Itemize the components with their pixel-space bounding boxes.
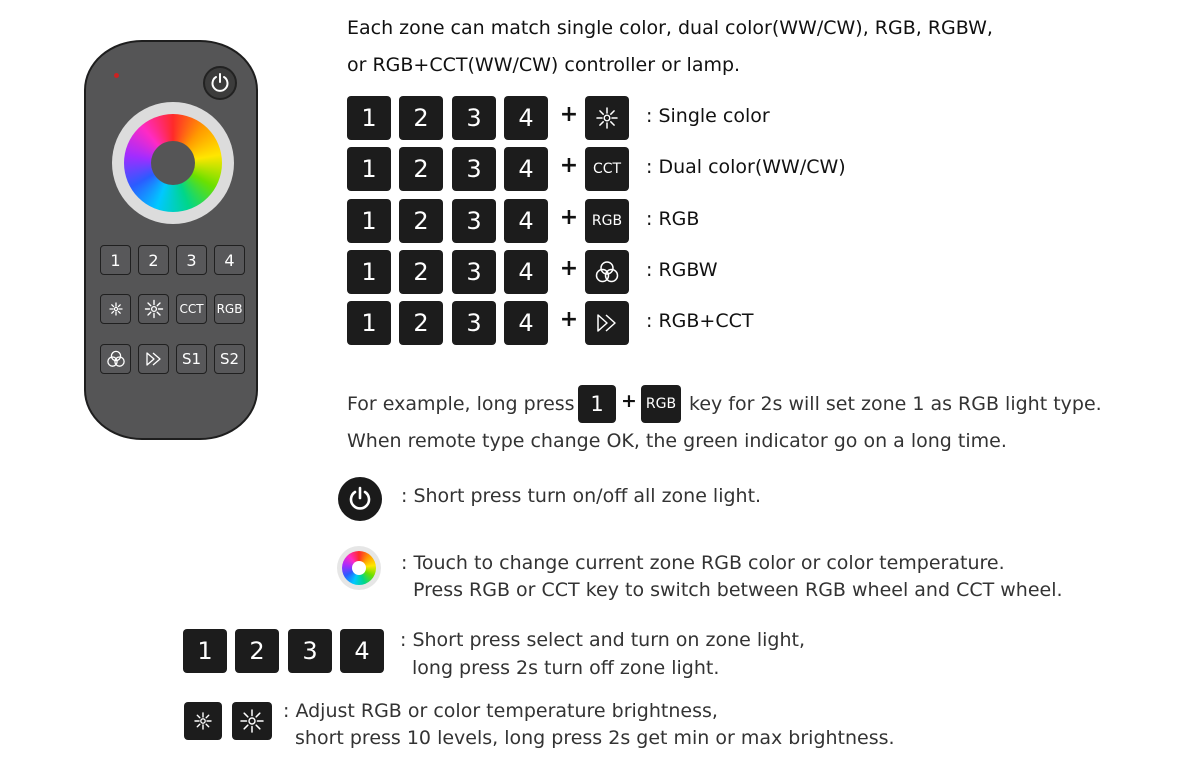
remote-cct-button[interactable]: CCT (176, 294, 207, 324)
double-play-icon (595, 312, 619, 334)
mode-row-3-rgb-key: RGB (585, 199, 629, 243)
power-icon (209, 72, 231, 94)
mode-row-3-zone-key-1: 1 (347, 199, 391, 243)
mode-row-5-zone-key-4: 4 (504, 301, 548, 345)
mode-row-3-zone-key-2: 2 (399, 199, 443, 243)
remote-rgbw-button[interactable] (100, 344, 131, 374)
zone-key-4: 4 (340, 629, 384, 673)
mode-row-5-double-play-key (585, 301, 629, 345)
intro-line-2: or RGB+CCT(WW/CW) controller or lamp. (347, 54, 741, 76)
mode-row-2-zone-key-1: 1 (347, 147, 391, 191)
mode-row-2-description: : Dual color(WW/CW) (646, 156, 846, 178)
remote-s1-button[interactable] (176, 344, 207, 374)
example-suffix: key for 2s will set zone 1 as RGB light type. (689, 393, 1102, 415)
s1-label: S1 (181, 350, 202, 368)
mode-row-2-zone-key-4: 4 (504, 147, 548, 191)
mode-row-1-zone-key-4: 4 (504, 96, 548, 140)
brightness-up-key (232, 702, 272, 740)
sun-icon (595, 106, 619, 130)
power-button-illustration (338, 477, 382, 521)
power-description: : Short press turn on/off all zone light. (401, 485, 762, 507)
mode-row-1-description: : Single color (646, 105, 770, 127)
mode-row-5-plus: + (559, 307, 579, 332)
remote-color-wheel[interactable] (112, 102, 234, 224)
three-circles-icon (594, 260, 620, 284)
color-wheel-illustration (337, 546, 381, 590)
brightness-description-1: : Adjust RGB or color temperature brightness, (283, 700, 718, 722)
remote-zone-4-button[interactable]: 4 (214, 245, 245, 275)
wheel-description-1: : Touch to change current zone RGB color or color temperature. (401, 552, 1005, 574)
mode-row-3-plus: + (559, 205, 579, 230)
mode-row-2-zone-key-3: 3 (452, 147, 496, 191)
remote-zone-3-button[interactable]: 3 (176, 245, 207, 275)
intro-line-1: Each zone can match single color, dual color(WW/CW), RGB, RGBW, (347, 17, 993, 39)
mode-row-2-plus: + (559, 153, 579, 178)
mode-row-4-description: : RGBW (646, 259, 718, 281)
mode-row-5-zone-key-1: 1 (347, 301, 391, 345)
sun-large-icon (144, 299, 164, 319)
mode-row-4-zone-key-4: 4 (504, 250, 548, 294)
mode-row-1-plus: + (559, 102, 579, 127)
remote-power-button[interactable] (203, 66, 237, 100)
mode-row-4-zone-key-3: 3 (452, 250, 496, 294)
mode-row-5-zone-key-3: 3 (452, 301, 496, 345)
mode-row-5-description: : RGB+CCT (646, 310, 754, 332)
remote-brightness-down-button[interactable] (100, 294, 131, 324)
remote-zone-2-button[interactable]: 2 (138, 245, 169, 275)
sun-small-icon (192, 710, 214, 732)
sun-small-icon (108, 301, 124, 317)
remote-s2-button[interactable] (214, 344, 245, 374)
mode-row-1-zone-key-1: 1 (347, 96, 391, 140)
remote-rgb-button[interactable]: RGB (214, 294, 245, 324)
mode-row-4-three-circles-key (585, 250, 629, 294)
mode-row-2-zone-key-2: 2 (399, 147, 443, 191)
mode-row-2-cct-key: CCT (585, 147, 629, 191)
wheel-description-2: Press RGB or CCT key to switch between RGB wheel and CCT wheel. (413, 579, 1063, 601)
remote-zone-1-button[interactable]: 1 (100, 245, 131, 275)
example-rgb-key: RGB (641, 385, 681, 423)
mode-row-4-plus: + (559, 256, 579, 281)
zones-description-2: long press 2s turn off zone light. (412, 657, 720, 679)
mode-row-1-sun-key (585, 96, 629, 140)
zone-key-3: 3 (288, 629, 332, 673)
zone-key-1: 1 (183, 629, 227, 673)
remote-control (84, 40, 258, 440)
zone-key-2: 2 (235, 629, 279, 673)
example-zone-1-key: 1 (578, 385, 616, 423)
remote-mode-button[interactable] (138, 344, 169, 374)
mode-row-3-zone-key-4: 4 (504, 199, 548, 243)
sun-large-icon (239, 708, 265, 734)
mode-row-3-zone-key-3: 3 (452, 199, 496, 243)
mode-row-3-description: : RGB (646, 208, 700, 230)
double-play-icon (145, 351, 163, 367)
three-circles-icon (106, 350, 126, 368)
example-line-2: When remote type change OK, the green indicator go on a long time. (347, 430, 1007, 452)
remote-brightness-up-button[interactable] (138, 294, 169, 324)
s2-label: S2 (219, 350, 240, 368)
zones-description-1: : Short press select and turn on zone light, (400, 629, 806, 651)
brightness-down-key (184, 702, 222, 740)
mode-row-4-zone-key-1: 1 (347, 250, 391, 294)
power-icon (347, 486, 373, 512)
mode-row-1-zone-key-3: 3 (452, 96, 496, 140)
example-plus: + (621, 390, 637, 412)
example-prefix: For example, long press (347, 393, 575, 415)
mode-row-1-zone-key-2: 2 (399, 96, 443, 140)
brightness-description-2: short press 10 levels, long press 2s get min or max brightness. (295, 727, 895, 749)
mode-row-5-zone-key-2: 2 (399, 301, 443, 345)
mode-row-4-zone-key-2: 2 (399, 250, 443, 294)
indicator-light (114, 73, 119, 78)
